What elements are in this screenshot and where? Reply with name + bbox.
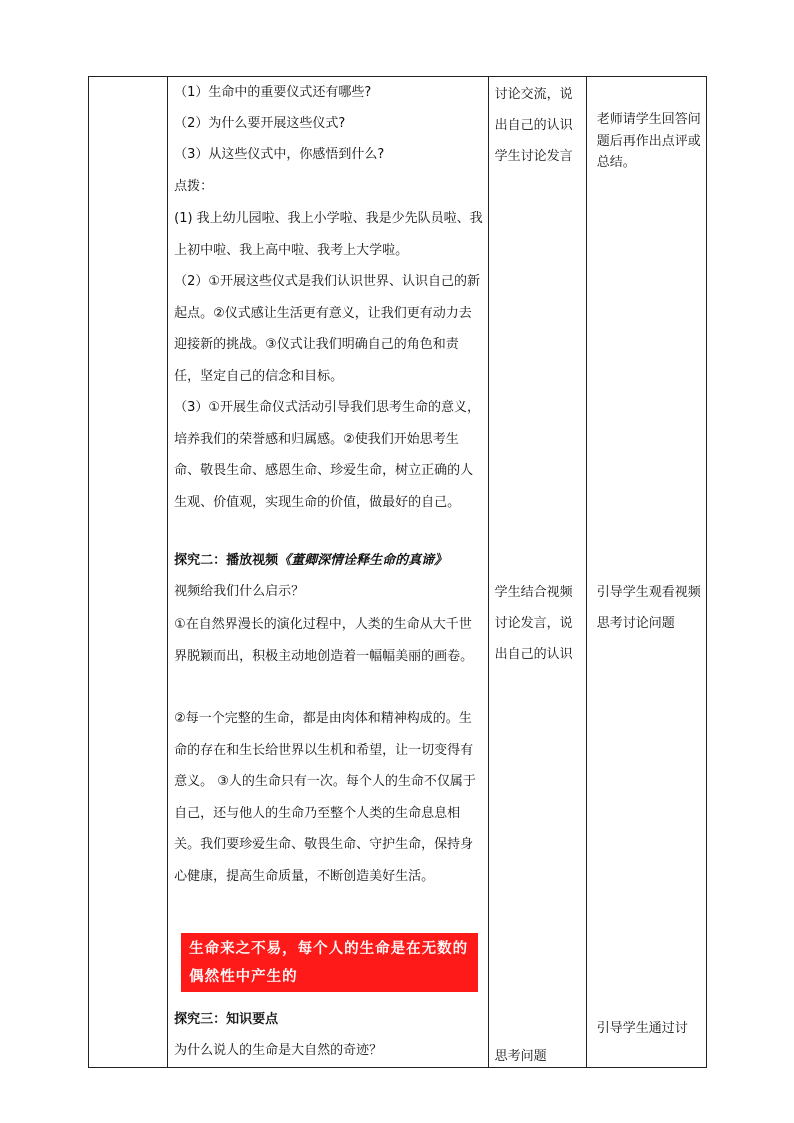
question-3: （3）从这些仪式中，你感悟到什么? [174, 147, 385, 162]
explore-3-heading: 探究三：知识要点 [174, 1012, 279, 1027]
explore-2-heading [174, 549, 447, 573]
answer-1: (1) 我上幼儿园啦、我上小学啦、我是少先队员啦、我上初中啦、我上高中啦、我考上大学啦。 [174, 211, 483, 258]
student-activity-3: 思考问题 [494, 1049, 547, 1064]
content-column [168, 77, 489, 1068]
teacher-activity-column [586, 77, 706, 1068]
student-activity-column [488, 77, 586, 1068]
explore-3-question: 为什么说人的生命是大自然的奇迹？ [174, 1043, 383, 1058]
video-answer-2: ②每一个完整的生命，都是由肉体和精神构成的。生命的存在和生长给世界以生机和希望，让一切变得有意义。 ③人的生命只有一次。每个人的生命不仅属于自己，还与他人的生命乃至整个人类的生命息息相关。我们要珍爱生命、敬畏生命、守护生命，保持身心健康，提高生命质量，不断创造美好生活。 [174, 711, 476, 884]
explore-2-prefix: 探究二：播放视频 [174, 553, 279, 568]
answer-3: （3）①开展生命仪式活动引导我们思考生命的意义，培养我们的荣誉感和归属感。②使我们开始思考生命、敬畏生命、感恩生命、珍爱生命，树立正确的人生观、价值观，实现生命的价值，做最好的自己。 [174, 400, 481, 510]
student-activity-1: 讨论交流，说出自己的认识学生讨论发言 [494, 87, 573, 164]
answer-2: （2）①开展这些仪式是我们认识世界、认识自己的新起点。②仪式感让生活更有意义，让我们更有动力去迎接新的挑战。③仪式让我们明确自己的角色和责任，坚定自己的信念和目标。 [174, 274, 481, 384]
lesson-plan-table [88, 76, 707, 1068]
student-activity-2: 学生结合视频讨论发言，说出自己的认识 [494, 585, 573, 662]
video-question: 视频给我们什么启示？ [174, 584, 305, 599]
key-point-banner: 生命来之不易，每个人的生命是在无数的偶然性中产生的 [181, 933, 478, 992]
question-2: （2）为什么要开展这些仪式? [174, 116, 346, 131]
hint-label: 点拨： [174, 179, 214, 194]
teacher-activity-2: 引导学生观看视频思考讨论问题 [596, 585, 701, 631]
video-answer-1: ①在自然界漫长的演化过程中，人类的生命从大千世界脱颖而出，积极主动地创造着一幅幅美丽的画卷。 [174, 617, 474, 664]
teacher-activity-1: 老师请学生回答问题后再作出点评或总结。 [596, 112, 701, 170]
teacher-activity-3: 引导学生通过讨 [596, 1021, 688, 1036]
explore-2-video-title: 《董卿深情诠释生命的真谛》 [278, 553, 448, 568]
section-column [89, 77, 168, 1068]
question-1: （1）生命中的重要仪式还有哪些? [174, 85, 372, 100]
